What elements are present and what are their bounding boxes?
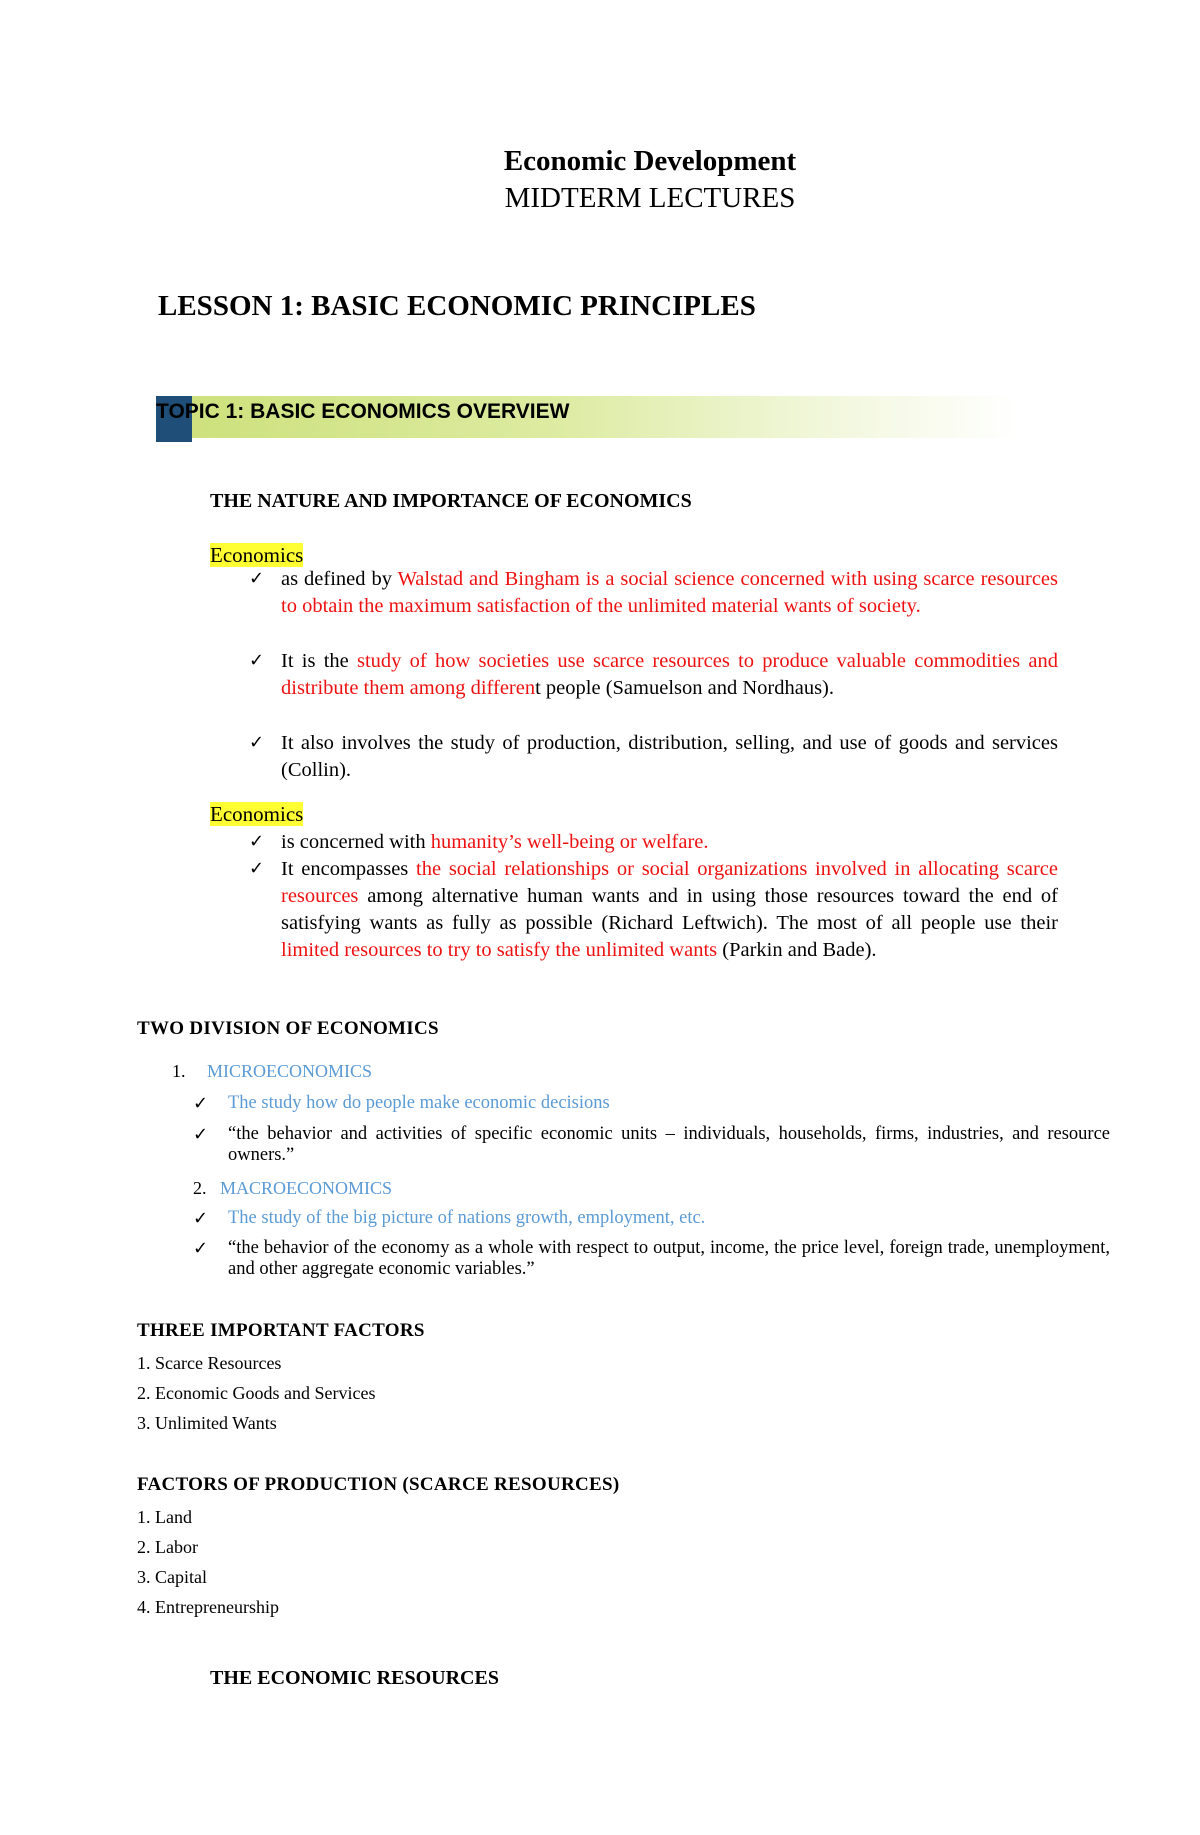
check-icon: ✓	[249, 858, 265, 879]
production-item: 2. Labor	[137, 1537, 198, 1557]
check-icon: ✓	[249, 650, 265, 671]
production-item: 3. Capital	[137, 1567, 207, 1587]
production-item: 1. Land	[137, 1507, 192, 1527]
macro-bullet-1: The study of the big picture of nations growth, employment, etc.	[228, 1208, 706, 1228]
bullet-definition-walstad: as defined by Walstad and Bingham is a social science concerned with using scarce resources to obtain the maximum satisfaction of the unlimited material wants of society.	[281, 568, 1058, 617]
bullet-welfare: is concerned with humanity’s well-being or welfare.	[281, 831, 709, 853]
macro-bullet-2: “the behavior of the economy as a whole with respect to output, income, the price level, foreign trade, unemployment, and other aggregate economic variables.”	[228, 1238, 1110, 1279]
check-icon: ✓	[249, 732, 265, 753]
check-icon: ✓	[249, 831, 265, 852]
term-economics-1	[210, 543, 303, 568]
lesson-heading: LESSON 1: BASIC ECONOMIC PRINCIPLES	[158, 290, 756, 322]
section-heading-division: TWO DIVISION OF ECONOMICS	[137, 1018, 439, 1039]
document-subtitle: MIDTERM LECTURES	[504, 182, 796, 214]
check-icon: ✓	[193, 1238, 209, 1259]
check-icon: ✓	[193, 1124, 209, 1145]
bullet-definition-samuelson: It is the study of how societies use scarce resources to produce valuable commodities and distribute them among different people (Samuelson and Nordhaus).	[281, 650, 1058, 699]
document-title: Economic Development	[503, 145, 797, 177]
term-economics-2	[210, 802, 303, 827]
section-heading-production: FACTORS OF PRODUCTION (SCARCE RESOURCES)	[137, 1474, 620, 1495]
bullet-definition-collin: It also involves the study of production, distribution, selling, and use of goods and services (Collin).	[281, 732, 1058, 781]
highlighted-term: Economics	[210, 802, 304, 826]
micro-bullet-1: The study how do people make economic decisions	[228, 1093, 610, 1113]
macro-number: 2.	[193, 1178, 207, 1198]
factor-item: 3. Unlimited Wants	[137, 1413, 277, 1433]
check-icon: ✓	[249, 568, 265, 589]
micro-heading: MICROECONOMICS	[207, 1061, 373, 1081]
micro-number: 1.	[172, 1061, 186, 1081]
micro-bullet-2: “the behavior and activities of specific economic units – individuals, households, firms, industries, and resource owners.”	[228, 1124, 1110, 1165]
check-icon: ✓	[193, 1208, 209, 1229]
section-heading-factors: THREE IMPORTANT FACTORS	[137, 1320, 425, 1341]
check-icon: ✓	[193, 1093, 209, 1114]
macro-heading: MACROECONOMICS	[220, 1178, 393, 1198]
highlighted-term: Economics	[210, 543, 304, 567]
factor-item: 1. Scarce Resources	[137, 1353, 282, 1373]
bullet-leftwich: It encompasses the social relationships or social organizations involved in allocating scarce resources among alternative human wants and in using those resources toward the end of satisfying wants as fully as possible (Richard Leftwich). The most of all people use their limited resources to try to satisfy the unlimited wants (Parkin and Bade).	[281, 858, 1058, 961]
section-heading-nature: THE NATURE AND IMPORTANCE OF ECONOMICS	[210, 490, 692, 512]
production-item: 4. Entrepreneurship	[137, 1597, 279, 1617]
factor-item: 2. Economic Goods and Services	[137, 1383, 376, 1403]
section-heading-resources: THE ECONOMIC RESOURCES	[210, 1667, 499, 1689]
topic-heading: TOPIC 1: BASIC ECONOMICS OVERVIEW	[156, 400, 570, 423]
